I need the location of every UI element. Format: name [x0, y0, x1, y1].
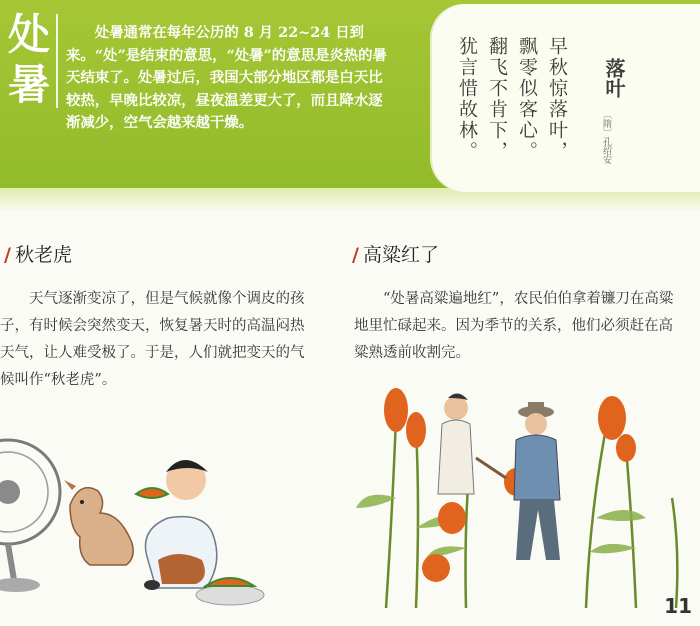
section-body-autumn-tiger: 天气逐渐变凉了，但是气候就像个调皮的孩子，有时候会突然变天，恢复暑天时的高温闷热天气，让人难受极了。于是，人们就把变天的气候叫作“秋老虎”。 [0, 291, 305, 388]
farmer-woman-icon [438, 393, 474, 494]
section-body-sorghum: “处暑高粱遍地红”，农民伯伯拿着镰刀在高粱地里忙碌起来。因为季节的关系，他们必须赶在高粱熟透前收割完。 [354, 291, 674, 361]
poem-line: 早秋惊落叶， [546, 36, 568, 162]
boy-icon [136, 460, 220, 593]
poem-line: 犹言惜故林。 [456, 36, 478, 162]
poem-line: 飘零似客心。 [516, 36, 538, 162]
poem-line: 翻飞不肯下， [486, 36, 508, 162]
heading-slash-icon: / [352, 244, 359, 266]
dog-icon [64, 480, 133, 565]
sickle-icon [476, 458, 506, 478]
poem-title: 落叶 [602, 58, 626, 98]
fan-icon [0, 440, 60, 592]
illustration-sorghum-harvest [356, 378, 700, 608]
section-heading-text: 高粱红了 [362, 244, 439, 266]
page-number: 11 [664, 594, 692, 618]
illustration-boy-watermelon [0, 410, 330, 620]
solar-term-title: 处暑 [7, 10, 50, 109]
section-heading-autumn-tiger [4, 240, 72, 267]
section-heading-sorghum [352, 240, 439, 267]
intro-paragraph: 处暑通常在每年公历的 8 月 22~24 日到来。“处”是结束的意思，“处暑”的意思是炎热的暑天结束了。处暑过后，我国大部分地区都是白天比较热，早晚比较凉，昼夜温差更大了，而且降水逐渐减少，空气会越来越干燥。 [66, 24, 387, 131]
poem-author: 〔隋〕孔绍安 [601, 110, 611, 164]
heading-slash-icon: / [4, 244, 11, 266]
farmer-man-icon [476, 402, 560, 560]
title-divider [56, 14, 58, 108]
section-heading-text: 秋老虎 [14, 244, 72, 266]
sorghum-leaves-icon [356, 495, 646, 558]
poem-lines [452, 36, 572, 176]
